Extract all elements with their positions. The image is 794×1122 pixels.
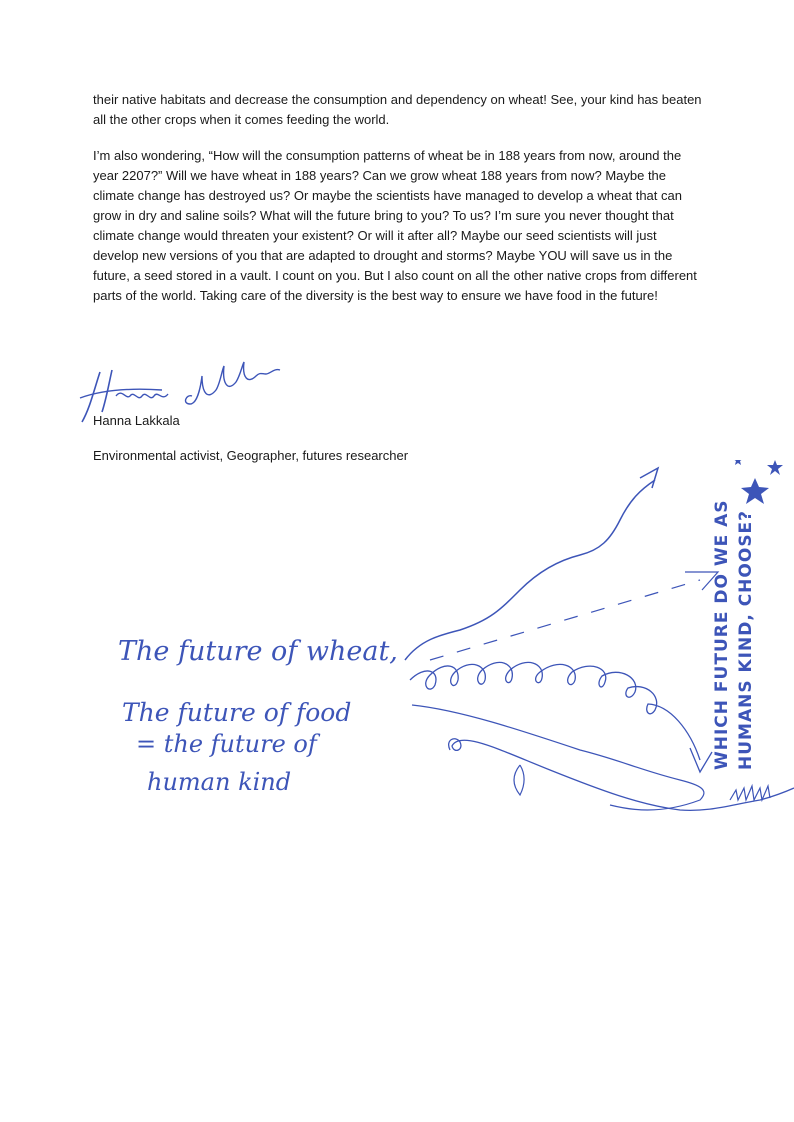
paragraph-1: their native habitats and decrease the consumption and dependency on wheat! See, your kind has beaten all the other crops when it comes feeding the world. [93, 92, 702, 127]
loops-line-icon [410, 662, 700, 760]
signer-name: Hanna Lakkala [93, 413, 180, 428]
vertical-text-line-2: HUMANS KIND, CHOOSE? [736, 509, 756, 770]
star-icon [741, 478, 769, 504]
rising-arrow-icon [405, 480, 655, 660]
paragraph-2: I’m also wondering, “How will the consumption patterns of wheat be in 188 years from now, around the year 2207?” Will we have wheat in 188 years? Can we grow wheat 188 years from now? Maybe the climate change has destroyed us? Or maybe the scientists have managed to develop a wheat that can grow in dry and saline soils? What will the future bring to you? To us? I’m sure you never thought that climate change would threaten your existent? Or will it after all? Maybe our seed scientists will just develop new versions of you that are adapted to drought and storms? Maybe YOU will save us in the future, a seed stored in a vault. I count on you. But I also count on all the other native crops from different parts of the world. Taking care of the diversity is the best way to ensure we have food in the future! [93, 148, 697, 303]
handwritten-line-3: = the future of [136, 730, 317, 758]
handwritten-line-4: human kind [147, 768, 292, 796]
handwritten-line-1: The future of wheat, [118, 636, 398, 667]
vertical-question [700, 499, 794, 770]
star-icon [767, 460, 783, 475]
handwritten-line-2: The future of food [122, 698, 352, 727]
dashed-arrow-icon [430, 580, 700, 660]
vertical-text-line-1: WHICH FUTURE DO WE AS [712, 499, 732, 770]
star-icon [733, 460, 743, 465]
signer-role: Environmental activist, Geographer, futures researcher [93, 448, 409, 463]
